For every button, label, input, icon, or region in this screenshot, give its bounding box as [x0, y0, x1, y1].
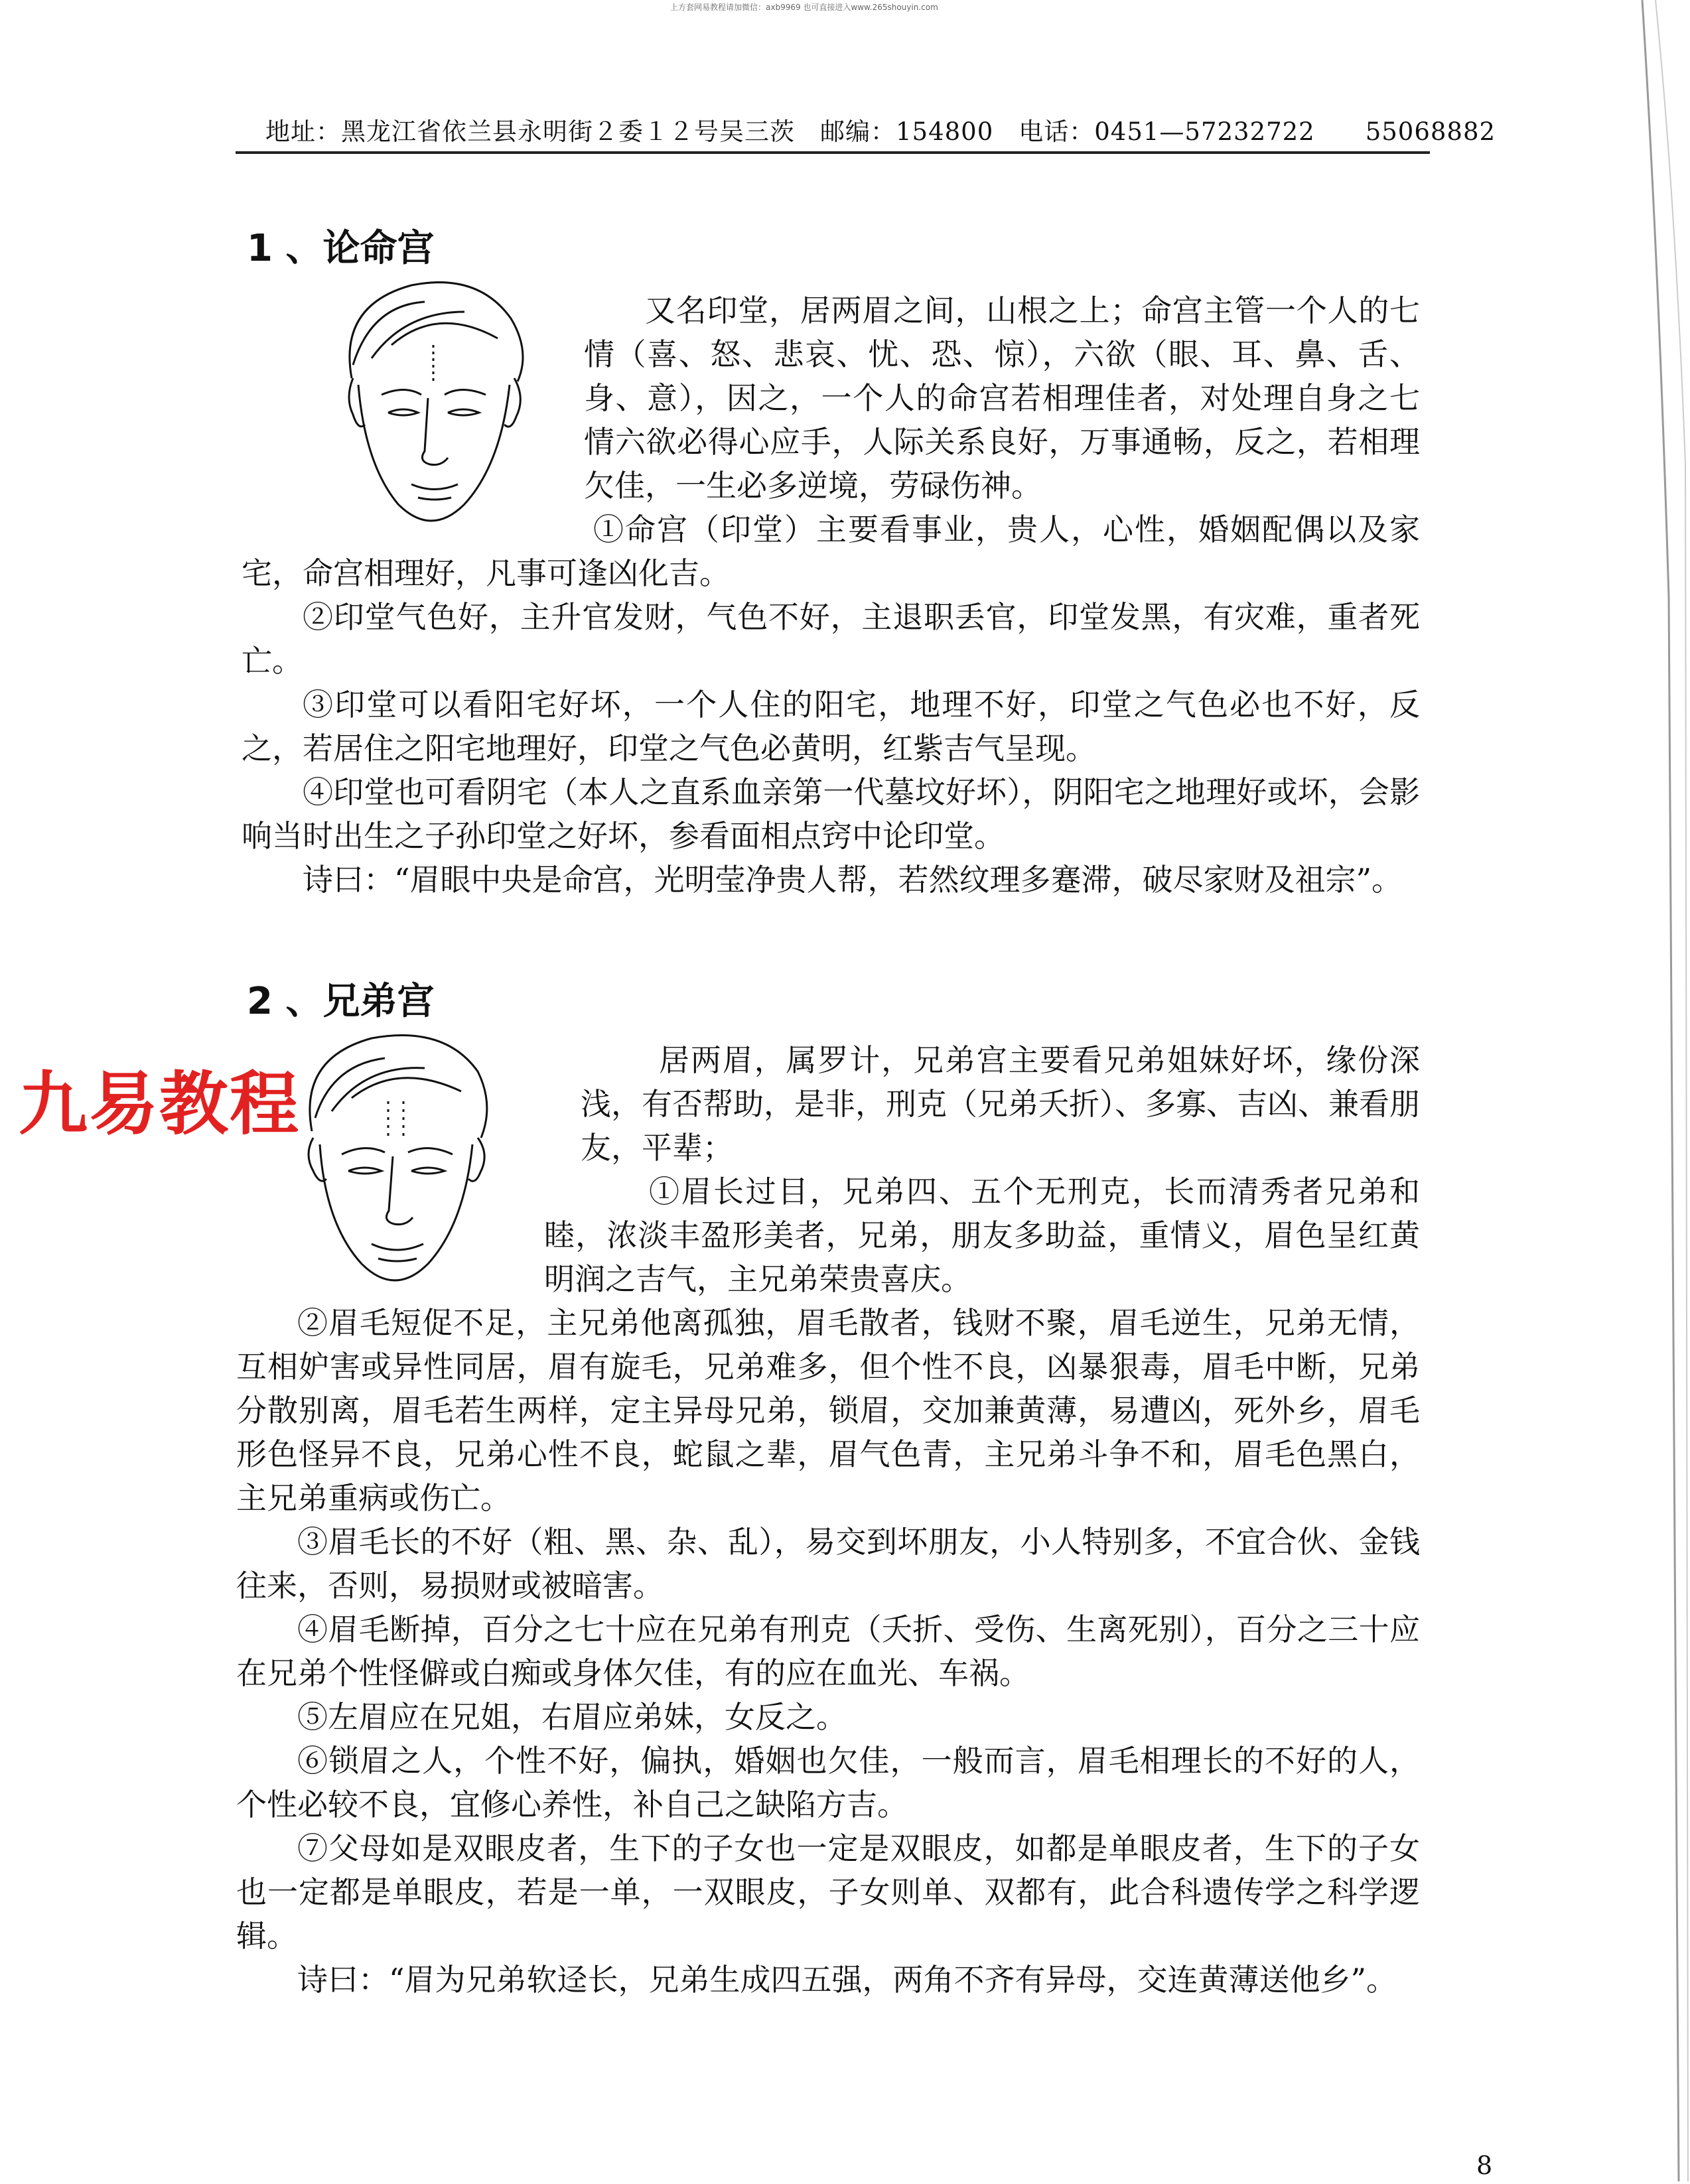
watermark: 九易教程 — [19, 1063, 301, 1144]
page-number: 8 — [1476, 2151, 1493, 2180]
paragraph: ①眉长过目，兄弟四、五个无刑克，长而清秀者兄弟和睦，浓淡丰盈形美者，兄弟，朋友多助益，重情义，眉色呈红黄明润之吉气，主兄弟荣贵喜庆。 — [544, 1174, 1420, 1297]
paragraph: 诗曰：“眉为兄弟软迳长，兄弟生成四五强，两角不齐有异母，交连黄薄送他乡”。 — [297, 1962, 1397, 1998]
section-title-1: 1 、论命宫 — [247, 227, 435, 270]
paragraph: 又名印堂，居两眉之间，山根之上；命宫主管一个人的七情（喜、怒、悲哀、忧、恐、惊），六欲（眼、耳、鼻、舌、身、意），因之，一个人的命宫若相理佳者，对处理自身之七情六欲必得心应手，人际关系良好，万事通畅，反之，若相理欠佳，一生必多逆境，劳碌伤神。 — [584, 293, 1420, 504]
section-title-2: 2 、兄弟宫 — [247, 980, 435, 1023]
face-illustration-1 — [312, 265, 551, 547]
page-header: 地址：黑龙江省依兰县永明街２委１２号吴三茨 邮编：154800 电话：0451—57232722 55068882 — [265, 117, 1496, 146]
scan-edge — [1639, 0, 1690, 2181]
paragraph: ②印堂气色好，主升官发财，气色不好，主退职丢官，印堂发黑，有灾难，重者死亡。 — [242, 599, 1420, 679]
paragraph: 诗曰：“眉眼中央是命宫，光明莹净贵人帮，若然纹理多蹇滞，破尽家财及祖宗”。 — [303, 862, 1403, 898]
paragraph: ⑥锁眉之人，个性不好，偏执，婚姻也欠佳，一般而言，眉毛相理长的不好的人，个性必较不良，宜修心养性，补自己之缺陷方吉。 — [236, 1743, 1420, 1822]
face-illustration-2 — [279, 1012, 518, 1300]
paragraph: 居两眉，属罗计，兄弟宫主要看兄弟姐妹好坏，缘份深浅，有否帮助，是非，刑克（兄弟夭折）、多寡、吉凶、兼看朋友，平辈； — [581, 1042, 1420, 1166]
paragraph: ⑦父母如是双眼皮者，生下的子女也一定是双眼皮，如都是单眼皮者，生下的子女也一定都是单眼皮，若是一单，一双眼皮，子女则单、双都有，此合科遗传学之科学逻辑。 — [236, 1830, 1420, 1954]
paragraph: ⑤左眉应在兄姐，右眉应弟妹，女反之。 — [297, 1699, 847, 1735]
header-rule — [236, 151, 1430, 154]
paragraph: ③眉毛长的不好（粗、黑、杂、乱），易交到坏朋友，小人特别多，不宜合伙、金钱往来，否则，易损财或被暗害。 — [236, 1524, 1420, 1604]
paragraph: ③印堂可以看阳宅好坏，一个人住的阳宅，地理不好，印堂之气色必也不好，反之，若居住之阳宅地理好，印堂之气色必黄明，红紫吉气呈现。 — [242, 687, 1420, 766]
paragraph: ①命宫（印堂）主要看事业，贵人，心性，婚姻配偶以及家宅，命宫相理好，凡事可逢凶化吉。 — [242, 512, 1420, 591]
paragraph: ②眉毛短促不足，主兄弟他离孤独，眉毛散者，钱财不聚，眉毛逆生，兄弟无情，互相妒害或异性同居，眉有旋毛，兄弟难多，但个性不良，凶暴狠毒，眉毛中断，兄弟分散别离，眉毛若生两样，定主异母兄弟，锁眉，交加兼黄薄，易遭凶，死外乡，眉毛形色怪异不良，兄弟心性不良，蛇鼠之辈，眉气色青，主兄弟斗争不和，眉毛色黑白，主兄弟重病或伤亡。 — [236, 1305, 1420, 1516]
paragraph: ④眉毛断掉，百分之七十应在兄弟有刑克（夭折、受伤、生离死别），百分之三十应在兄弟个性怪僻或白痴或身体欠佳，有的应在血光、车祸。 — [236, 1611, 1420, 1691]
top-note: 上方套网易教程请加微信：axb9969 也可直接进入www.265shouyin.com — [670, 3, 938, 12]
paragraph: ④印堂也可看阴宅（本人之直系血亲第一代墓坟好坏），阴阳宅之地理好或坏，会影响当时出生之子孙印堂之好坏，参看面相点窍中论印堂。 — [242, 774, 1420, 854]
